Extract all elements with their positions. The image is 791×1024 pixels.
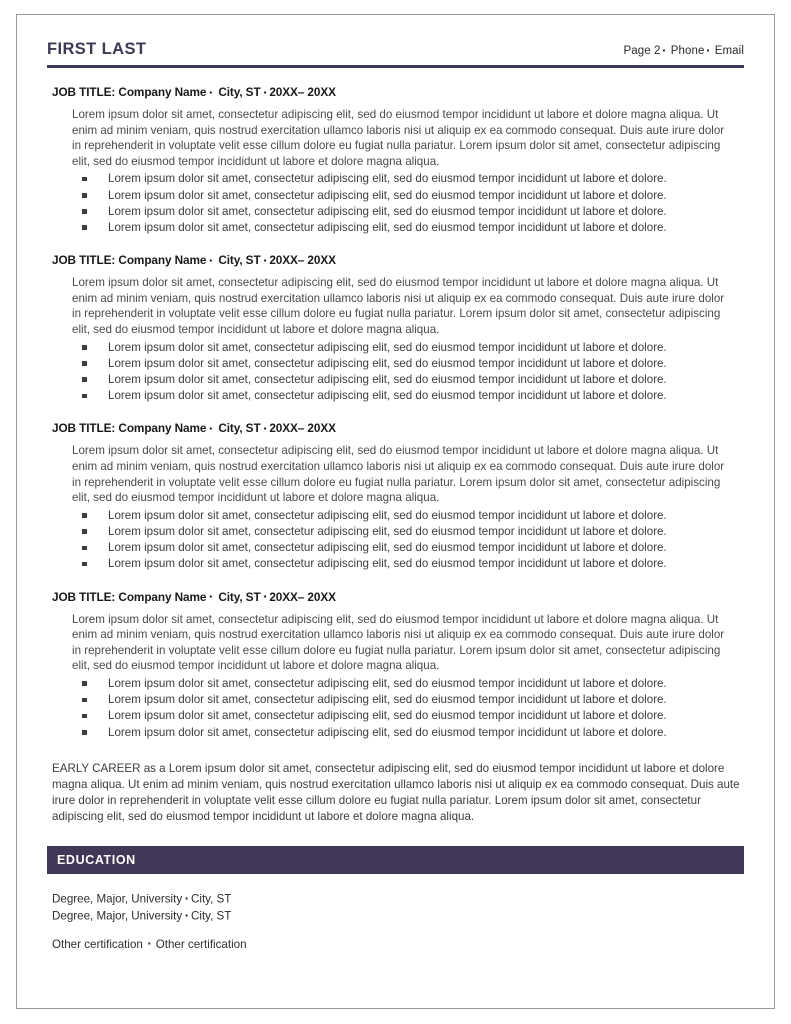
header-meta <box>623 45 744 57</box>
job-dates: 20XX– 20XX <box>269 421 336 436</box>
bullet-text: Lorem ipsum dolor sit amet, consectetur adipiscing elit, sed do eiusmod tempor incididunt ut labore et dolore. <box>108 340 667 354</box>
list-item <box>82 188 744 204</box>
job-description: Lorem ipsum dolor sit amet, consectetur adipiscing elit, sed do eiusmod tempor incididunt ut labore et dolore magna aliqua. Ut enim ad minim veniam, quis nostrud exercitation ullamco laboris nisi ut aliquip ex ea commodo consequat. Duis aute irure dolor in reprehenderit in voluptate velit esse cillum dolore eu fugiat nulla pariatur. Lorem ipsum dolor sit amet, consectetur adipiscing elit, sed do eiusmod tempor incididunt ut labore et dolore magna aliqua. <box>72 444 725 505</box>
certifications-line <box>52 938 744 951</box>
separator-square-icon: ▪ <box>209 592 213 602</box>
square-bullet-icon <box>82 546 87 551</box>
education-degree: Degree, Major, University <box>52 892 183 906</box>
list-item <box>82 220 744 236</box>
section-title: EDUCATION <box>57 852 136 867</box>
job-block <box>47 421 744 572</box>
job-title-line <box>52 85 744 99</box>
candidate-name: FIRST LAST <box>47 40 147 58</box>
experience-section <box>47 85 744 825</box>
job-bullet-list <box>47 508 744 573</box>
phone-label: Phone <box>670 45 705 57</box>
list-item <box>82 692 744 708</box>
list-item <box>82 556 744 572</box>
list-item <box>82 204 744 220</box>
square-bullet-icon <box>82 562 87 567</box>
list-item <box>82 508 744 524</box>
education-location: City, ST <box>191 892 232 906</box>
bullet-text: Lorem ipsum dolor sit amet, consectetur adipiscing elit, sed do eiusmod tempor incididunt ut labore et dolore. <box>108 172 667 186</box>
bullet-text: Lorem ipsum dolor sit amet, consectetur adipiscing elit, sed do eiusmod tempor incididunt ut labore et dolore. <box>108 693 667 707</box>
document-header <box>47 40 744 63</box>
bullet-text: Lorem ipsum dolor sit amet, consectetur adipiscing elit, sed do eiusmod tempor incididunt ut labore et dolore. <box>108 372 667 386</box>
job-dates: 20XX– 20XX <box>269 85 336 99</box>
list-item <box>82 524 744 540</box>
certification-item: Other certification <box>52 937 143 951</box>
square-bullet-icon <box>82 177 87 182</box>
job-title-company: JOB TITLE: Company Name <box>52 589 207 604</box>
square-bullet-icon <box>82 681 87 686</box>
bullet-text: Lorem ipsum dolor sit amet, consectetur adipiscing elit, sed do eiusmod tempor incididunt ut labore et dolore. <box>108 389 667 403</box>
list-item <box>82 540 744 556</box>
job-location: City, ST <box>218 85 261 99</box>
job-dates: 20XX– 20XX <box>269 253 336 268</box>
square-bullet-icon <box>82 714 87 719</box>
square-bullet-icon <box>82 345 87 350</box>
job-title-line <box>52 253 744 267</box>
separator-square-icon: ▪ <box>263 423 267 433</box>
separator-square-icon: ▪ <box>662 45 666 55</box>
list-item <box>82 372 744 388</box>
education-entry <box>52 908 744 925</box>
job-bullet-list <box>47 676 744 741</box>
square-bullet-icon <box>82 361 87 366</box>
separator-square-icon: ▪ <box>706 45 710 55</box>
list-item <box>82 340 744 356</box>
job-block <box>47 85 744 236</box>
job-title-company: JOB TITLE: Company Name <box>52 253 207 268</box>
job-bullet-list <box>47 340 744 405</box>
bullet-text: Lorem ipsum dolor sit amet, consectetur adipiscing elit, sed do eiusmod tempor incididunt ut labore et dolore. <box>108 188 667 202</box>
list-item <box>82 725 744 741</box>
list-item <box>82 171 744 187</box>
separator-square-icon: ▪ <box>263 255 267 265</box>
education-entry <box>52 891 744 908</box>
square-bullet-icon <box>82 698 87 703</box>
square-bullet-icon <box>82 513 87 518</box>
separator-square-icon: ▪ <box>209 255 213 265</box>
square-bullet-icon <box>82 394 87 399</box>
list-item <box>82 356 744 372</box>
job-title-line <box>52 421 744 435</box>
job-location: City, ST <box>218 589 261 604</box>
job-location: City, ST <box>218 253 261 268</box>
list-item <box>82 388 744 404</box>
square-bullet-icon <box>82 209 87 214</box>
square-bullet-icon <box>82 225 87 230</box>
education-location: City, ST <box>191 909 232 923</box>
bullet-text: Lorem ipsum dolor sit amet, consectetur adipiscing elit, sed do eiusmod tempor incididunt ut labore et dolore. <box>108 725 667 739</box>
separator-square-icon: ▪ <box>209 423 213 433</box>
square-bullet-icon <box>82 730 87 735</box>
job-title-company: JOB TITLE: Company Name <box>52 85 207 99</box>
separator-square-icon: ▪ <box>263 87 267 97</box>
page-content <box>47 40 744 951</box>
job-location: City, ST <box>218 421 261 436</box>
separator-square-icon: ▪ <box>185 893 188 903</box>
square-bullet-icon <box>82 377 87 382</box>
separator-square-icon: ▪ <box>147 939 151 949</box>
bullet-text: Lorem ipsum dolor sit amet, consectetur adipiscing elit, sed do eiusmod tempor incididunt ut labore et dolore. <box>108 524 667 538</box>
bullet-text: Lorem ipsum dolor sit amet, consectetur adipiscing elit, sed do eiusmod tempor incididunt ut labore et dolore. <box>108 204 667 218</box>
job-description: Lorem ipsum dolor sit amet, consectetur adipiscing elit, sed do eiusmod tempor incididunt ut labore et dolore magna aliqua. Ut enim ad minim veniam, quis nostrud exercitation ullamco laboris nisi ut aliquip ex ea commodo consequat. Duis aute irure dolor in reprehenderit in voluptate velit esse cillum dolore eu fugiat nulla pariatur. Lorem ipsum dolor sit amet, consectetur adipiscing elit, sed do eiusmod tempor incididunt ut labore et dolore magna aliqua. <box>72 276 725 336</box>
job-description: Lorem ipsum dolor sit amet, consectetur adipiscing elit, sed do eiusmod tempor incididunt ut labore et dolore magna aliqua. Ut enim ad minim veniam, quis nostrud exercitation ullamco laboris nisi ut aliquip ex ea commodo consequat. Duis aute irure dolor in reprehenderit in voluptate velit esse cillum dolore eu fugiat nulla pariatur. Lorem ipsum dolor sit amet, consectetur adipiscing elit, sed do eiusmod tempor incididunt ut labore et dolore magna aliqua. <box>72 108 725 168</box>
early-career-paragraph: EARLY CAREER as a Lorem ipsum dolor sit amet, consectetur adipiscing elit, sed do eiusmod tempor incididunt ut labore et dolore magna aliqua. Ut enim ad minim veniam, quis nostrud exercitation ullamco laboris nisi ut aliquip ex ea commodo consequat. Duis aute irure dolor in reprehenderit in voluptate velit esse cillum dolore eu fugiat nulla pariatur. Lorem ipsum dolor sit amet, consectetur adipiscing elit, sed do eiusmod tempor incididunt ut labore et dolore magna aliqua. <box>52 761 740 823</box>
separator-square-icon: ▪ <box>209 87 213 97</box>
list-item <box>82 676 744 692</box>
education-degree: Degree, Major, University <box>52 909 183 923</box>
bullet-text: Lorem ipsum dolor sit amet, consectetur adipiscing elit, sed do eiusmod tempor incididunt ut labore et dolore. <box>108 356 667 370</box>
certification-item: Other certification <box>155 937 247 951</box>
bullet-text: Lorem ipsum dolor sit amet, consectetur adipiscing elit, sed do eiusmod tempor incididunt ut labore et dolore. <box>108 508 667 522</box>
job-dates: 20XX– 20XX <box>269 589 336 604</box>
page-number-label: Page 2 <box>623 45 661 57</box>
separator-square-icon: ▪ <box>263 592 267 602</box>
square-bullet-icon <box>82 529 87 534</box>
bullet-text: Lorem ipsum dolor sit amet, consectetur adipiscing elit, sed do eiusmod tempor incididunt ut labore et dolore. <box>108 676 667 690</box>
list-item <box>82 708 744 724</box>
education-body <box>52 891 744 951</box>
header-rule <box>47 65 744 68</box>
bullet-text: Lorem ipsum dolor sit amet, consectetur adipiscing elit, sed do eiusmod tempor incididunt ut labore et dolore. <box>108 220 667 234</box>
separator-square-icon: ▪ <box>185 910 188 920</box>
bullet-text: Lorem ipsum dolor sit amet, consectetur adipiscing elit, sed do eiusmod tempor incididunt ut labore et dolore. <box>108 541 667 555</box>
bullet-text: Lorem ipsum dolor sit amet, consectetur adipiscing elit, sed do eiusmod tempor incididunt ut labore et dolore. <box>108 709 667 723</box>
job-block <box>47 253 744 404</box>
job-title-company: JOB TITLE: Company Name <box>52 421 207 436</box>
job-block <box>47 590 744 741</box>
job-bullet-list <box>47 171 744 236</box>
job-description: Lorem ipsum dolor sit amet, consectetur adipiscing elit, sed do eiusmod tempor incididunt ut labore et dolore magna aliqua. Ut enim ad minim veniam, quis nostrud exercitation ullamco laboris nisi ut aliquip ex ea commodo consequat. Duis aute irure dolor in reprehenderit in voluptate velit esse cillum dolore eu fugiat nulla pariatur. Lorem ipsum dolor sit amet, consectetur adipiscing elit, sed do eiusmod tempor incididunt ut labore et dolore magna aliqua. <box>72 612 725 673</box>
job-title-line <box>52 590 744 604</box>
education-section-bar <box>47 846 744 874</box>
email-label: Email <box>714 45 744 57</box>
square-bullet-icon <box>82 193 87 198</box>
bullet-text: Lorem ipsum dolor sit amet, consectetur adipiscing elit, sed do eiusmod tempor incididunt ut labore et dolore. <box>108 557 667 571</box>
